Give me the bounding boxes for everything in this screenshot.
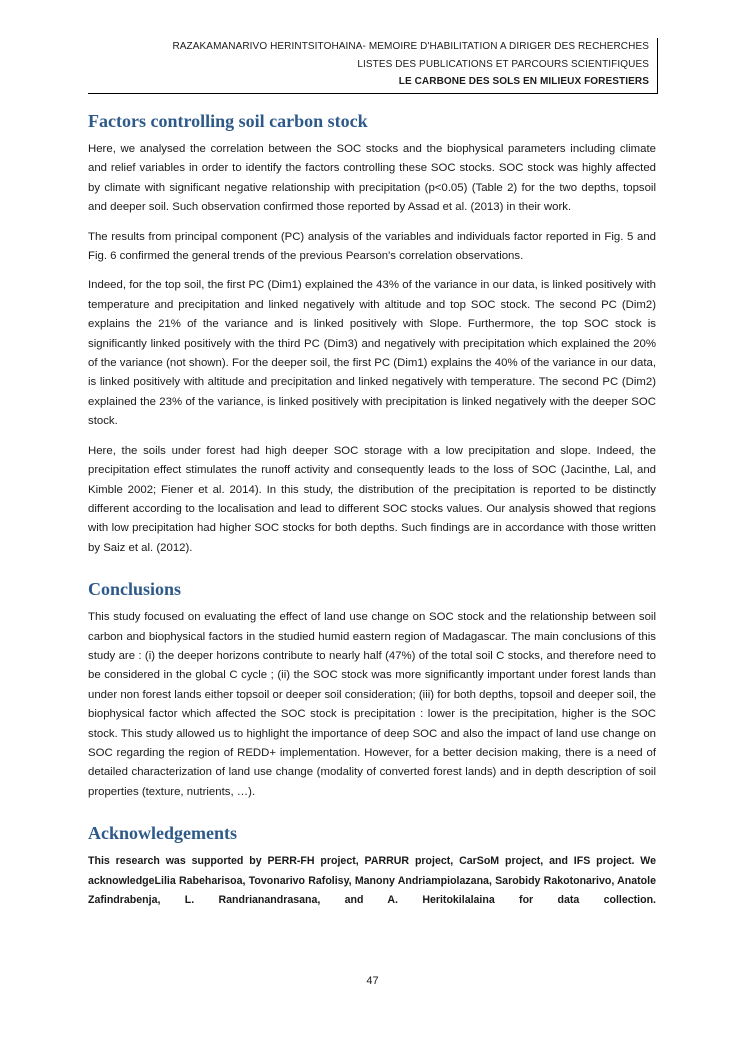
paragraph: Here, the soils under forest had high deeper SOC storage with a low precipitation and slope. Indeed, the precipitation effect stimulates the runoff activity and consequently leads to the loss of SOC (Jacinthe, Lal, and Kimble 2002; Fiener et al. 2014). In this study, the distribution of the precipitation is reported to be distinctly different according to the localisation and lead to different SOC stocks values. Our analysis showed that regions with low precipitation had higher SOC stocks for both depths. Such findings are in accordance with those written by Saiz et al. (2012). <box>88 444 656 554</box>
section-factors <box>88 110 656 558</box>
header-line-section: LISTES DES PUBLICATIONS ET PARCOURS SCIENTIFIQUES <box>357 58 649 70</box>
paragraph: Here, we analysed the correlation between the SOC stocks and the biophysical parameters including climate and relief variables in order to identify the factors controlling these SOC stocks. SOC stock was highly affected by climate with significant negative relationship with precipitation (p<0.05) (Table 2) for the two depths, topsoil and deeper soil. Such observation confirmed those reported by Assad et al. (2013) in their work. <box>88 143 656 214</box>
header-line-author: RAZAKAMANARIVO HERINTSITOHAINA- MEMOIRE D'HABILITATION A DIRIGER DES RECHERCHES <box>172 41 649 52</box>
paragraph: The results from principal component (PC) analysis of the variables and individuals factor reported in Fig. 5 and Fig. 6 confirmed the general trends of the previous Pearson's correlation observations. <box>88 230 656 263</box>
paragraph-acknowledgements: This research was supported by PERR-FH project, PARRUR project, CarSoM project, and IFS project. We acknowledgeLilia Rabeharisoa, Tovonarivo Rafolisy, Manony Andriampiolazana, Sarobidy Rakotonarivo, Anatole Zafindrabenja, L. Randrianandrasana, and A. Heritokilalaina for data collection. <box>88 855 656 906</box>
header-line-topic: LE CARBONE DES SOLS EN MILIEUX FORESTIERS <box>398 76 649 87</box>
section-conclusions <box>88 578 656 802</box>
paragraph: Indeed, for the top soil, the first PC (Dim1) explained the 43% of the variance in our data, is linked positively with temperature and precipitation and linked negatively with altitude and top SOC stock. The second PC (Dim2) explains the 21% of the variance and is linked positively with Slope. Furthermore, the top SOC stock is significantly linked positively with the third PC (Dim3) and negatively with precipitation which explained the 20% of the variance (not shown). For the deeper soil, the first PC (Dim1) explains the 40% of the variance in our data, is linked positively with altitude and precipitation and linked negatively with temperature. The second PC (Dim2) explained the 23% of the variance, is linked positively with precipitation is linked negatively with the deeper SOC stock. <box>88 279 656 428</box>
section-title-conclusions: Conclusions <box>88 579 182 600</box>
page-number: 47 <box>366 975 379 987</box>
running-header <box>88 38 658 94</box>
page-body <box>88 110 656 920</box>
paragraph: This study focused on evaluating the effect of land use change on SOC stock and the relationship between soil carbon and biophysical factors in the studied humid eastern region of Madagascar. The main conclusions of this study are : (i) the deeper horizons contribute to nearly half (47%) of the total soil C stocks, and therefore need to be considered in the global C cycle ; (ii) the SOC stock was more significantly important under forest lands than under non forest lands either topsoil or deeper soil consideration; (iii) for both depths, topsoil and deeper soil, the biophysical factor which affected the SOC stock is precipitation : lower is the precipitation, higher is the SOC stock. This study allowed us to highlight the importance of deep SOC and also the impact of land use change on SOC regarding the region of REDD+ implementation. However, for a better decision making, there is a need of detailed characterization of land use change (modality of converted forest lands) and in depth description of soil properties (texture, nutrients, …). <box>88 611 656 798</box>
section-title-factors: Factors controlling soil carbon stock <box>88 111 368 131</box>
section-title-acknowledgements: Acknowledgements <box>88 823 237 844</box>
section-acknowledgements <box>88 822 656 910</box>
